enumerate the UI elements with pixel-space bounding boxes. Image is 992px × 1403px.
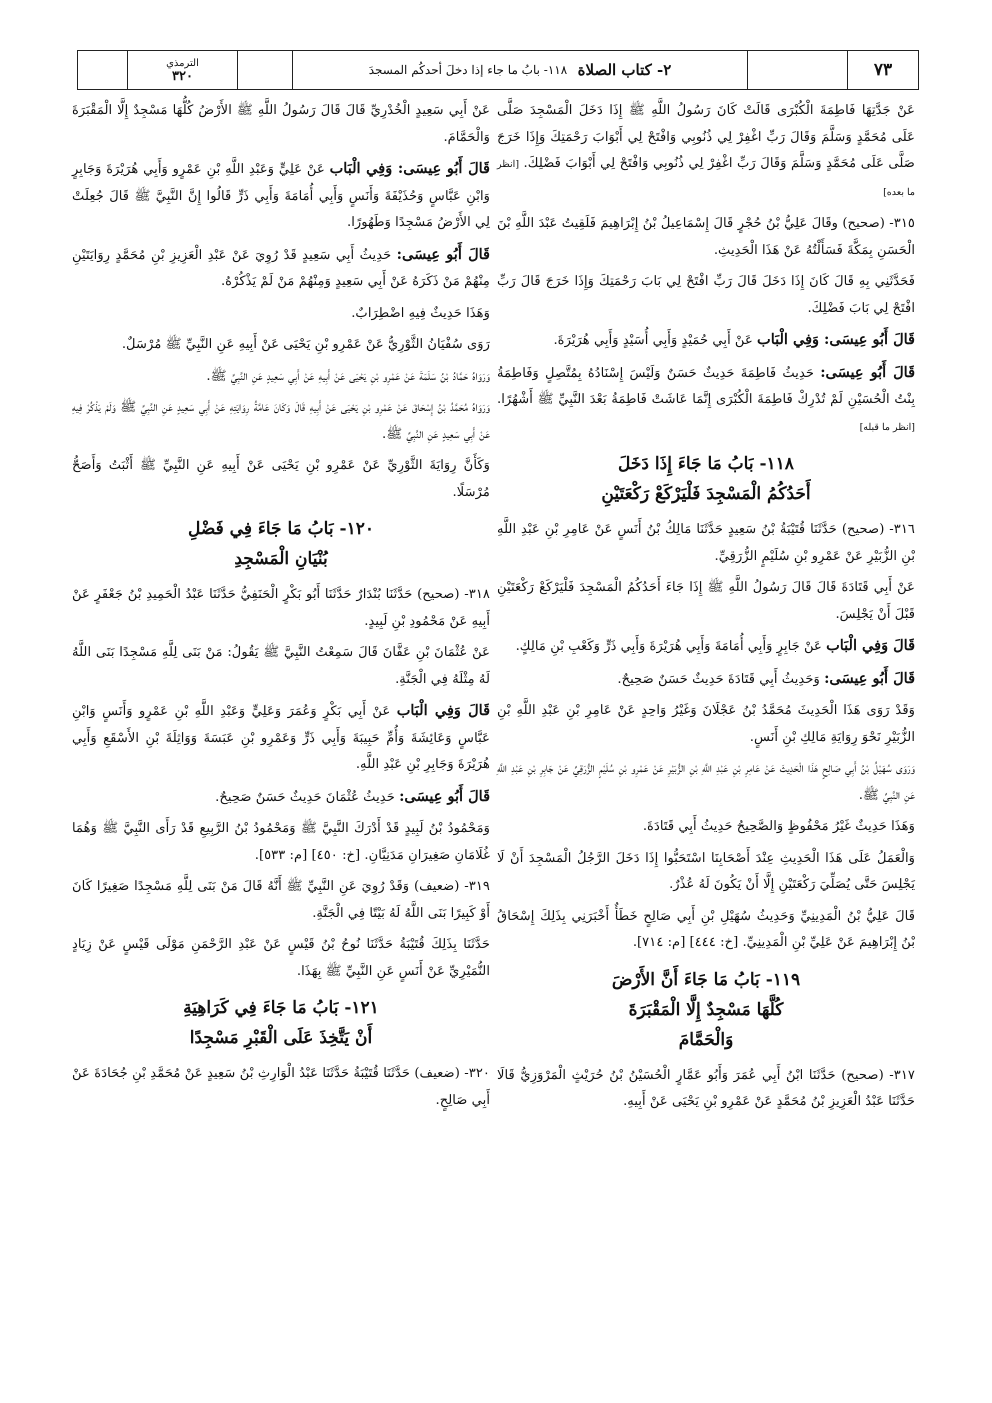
right-column (497, 98, 915, 1121)
header-collection (128, 51, 238, 89)
paragraph: قَالَ وَفِي الْبَاب عَنْ جَابِرٍ وَأَبِي أُمَامَةَ وَأَبِي هُرَيْرَةَ وَأَبِي ذَرٍّ وَكَعْبِ بْنِ مَالِكٍ. (515, 637, 915, 654)
paragraph: عَنْ عُثْمَانَ بْنِ عَفَّانَ قَالَ سَمِعْتُ النَّبِيَّ ﷺ يَقُولُ: مَنْ بَنَى لِلَّهِ مَسْجِدًا بَنَى اللَّهُ لَهُ مِثْلَهُ فِي الْجَنَّةِ. (72, 645, 490, 687)
cross-reference: [انظر ما بعده] (497, 159, 915, 198)
paragraph: فَحَدَّثَنِي بِهِ قَالَ كَانَ إِذَا دَخَلَ قَالَ رَبِّ افْتَحْ لِي بَابَ رَحْمَتِكَ وَإِذَا خَرَجَ قَالَ رَبِّ افْتَحْ لِي بَابَ فَضْلِكَ. (497, 274, 915, 316)
collection-name: الترمذي (166, 58, 199, 69)
header-cell-empty (748, 51, 848, 89)
paragraph: قَالَ أَبُو عِيسَى: وَفِي الْبَاب عَنْ عَلِيٍّ وَعَبْدِ اللَّهِ بْنِ عَمْرٍو وَأَبِي هُرَيْرَةَ وَجَابِرٍ وَابْنِ عَبَّاسٍ وَحُذَيْفَةَ وَأَنَسٍ وَأَبِي أُمَامَةَ وَأَبِي ذَرٍّ قَالُوا إِنَّ النَّبِيَّ ﷺ قَالَ جُعِلَتْ لِي الأَرْضُ مَسْجِدًا وَطَهُورًا. (72, 160, 490, 230)
chapter-heading-121: ١٢١- بَابُ مَا جَاءَ فِي كَرَاهِيَةِ أَنْ يَتَّخِذَ عَلَى الْقَبْرِ مَسْجِدًا (183, 998, 379, 1048)
abu-isa-lead: قَالَ وَفِي الْبَاب (826, 637, 915, 654)
paragraph: عَنْ أَبِي سَعِيدٍ الْخُدْرِيِّ قَالَ قَالَ رَسُولُ اللَّهِ ﷺ الأَرْضُ كُلُّهَا مَسْجِدٌ إِلَّا الْمَقْبَرَةَ وَالْحَمَّامَ. (72, 103, 490, 145)
collection-number: ٣٢٠ (172, 69, 193, 84)
header-cell-empty (238, 51, 293, 89)
paragraph: قَالَ وَفِي الْبَاب عَنْ أَبِي بَكْرٍ وَعُمَرَ وَعَلِيٍّ وَعَبْدِ اللَّهِ بْنِ عَمْرٍو وَأَنَسٍ وَابْنِ عَبَّاسٍ وَعَائِشَةَ وَأُمِّ حَبِيبَةَ وَأَبِي ذَرٍّ وَعَمْرِو بْنِ عَبَسَةَ وَوَاثِلَةَ بْنِ الأَسْقَعِ وَأَبِي هُرَيْرَةَ وَجَابِرِ بْنِ عَبْدِ اللَّهِ. (72, 702, 490, 772)
hadith-317: ٣١٧- (صحيح) حَدَّثَنَا ابْنُ أَبِي عُمَرَ وَأَبُو عَمَّارٍ الْحُسَيْنُ بْنُ حُرَيْثٍ الْمَرْوَزِيُّ قَالَا حَدَّثَنَا عَبْدُ الْعَزِيزِ بْنُ مُحَمَّدٍ عَنْ عَمْرِو بْنِ يَحْيَى عَنْ أَبِيهِ. (497, 1067, 915, 1109)
abu-isa-lead: قَالَ أَبُو عِيسَى: (824, 669, 915, 687)
paragraph: قَالَ أَبُو عِيسَى: وَفِي الْبَاب عَنْ أَبِي حُمَيْدٍ وَأَبِي أُسَيْدٍ وَأَبِي هُرَيْرَةَ. (553, 331, 915, 348)
paragraph: وَرَوَاهُ حَمَّادُ بْنُ سَلَمَةَ عَنْ عَمْرِو بْنِ يَحْيَى عَنْ أَبِيهِ عَنْ أَبِي سَعِيدٍ عَنِ النَّبِيِّ ﷺ. (206, 368, 490, 384)
chapter-running-title: ١١٨- بابُ ما جاء إذا دخلَ أحدكُم المسجدَ (368, 63, 568, 77)
paragraph: قَالَ عَلِيُّ بْنُ الْمَدِينِيِّ وَحَدِيثُ سُهَيْلِ بْنِ أَبِي صَالِحٍ خَطَأٌ أَخْبَرَنِي بِذَلِكَ إِسْحَاقُ بْنُ إِبْرَاهِيمَ عَنْ عَلِيِّ بْنِ الْمَدِينِيِّ. [خ: ٤٤٤] [م: ٧١٤]. (497, 908, 915, 950)
paragraph: حَدَّثَنَا بِذَلِكَ قُتَيْبَةُ حَدَّثَنَا نُوحُ بْنُ قَيْسٍ عَنْ عَبْدِ الرَّحْمَنِ مَوْلَى قَيْسٍ عَنْ زِيَادٍ النُّمَيْرِيِّ عَنْ أَنَسٍ عَنِ النَّبِيِّ ﷺ بِهَذَا. (72, 937, 490, 979)
book-title: ٢- كتاب الصلاة (577, 61, 672, 79)
abu-isa-lead: قَالَ أَبُو عِيسَى: وَفِي الْبَاب (757, 331, 915, 348)
chapter-heading-120: ١٢٠- بَابُ مَا جَاءَ فِي فَضْلِ بُنْيَانِ الْمَسْجِدِ (188, 519, 374, 569)
paragraph: قَالَ أَبُو عِيسَى: حَدِيثُ عُثْمَانَ حَدِيثٌ حَسَنٌ صَحِيحٌ. (215, 787, 490, 805)
paragraph: قَالَ أَبُو عِيسَى: حَدِيثُ فَاطِمَةَ حَدِيثٌ حَسَنٌ وَلَيْسَ إِسْنَادُهُ بِمُتَّصِلٍ وَفَاطِمَةُ بِنْتُ الْحُسَيْنِ لَمْ تُدْرِكْ فَاطِمَةَ الْكُبْرَى إِنَّمَا عَاشَتْ فَاطِمَةُ بَعْدَ النَّبِيِّ ﷺ أَشْهُرًا. [انظر ما قبله] (497, 363, 916, 433)
header-title (293, 51, 748, 89)
cross-reference: [انظر ما قبله] (859, 421, 915, 433)
paragraph: وَالْعَمَلُ عَلَى هَذَا الْحَدِيثِ عِنْدَ أَصْحَابِنَا اسْتَحَبُّوا إِذَا دَخَلَ الرَّجُلُ الْمَسْجِدَ أَنْ لَا يَجْلِسَ حَتَّى يُصَلِّيَ رَكْعَتَيْنِ إِلَّا أَنْ يَكُونَ لَهُ عُذْرٌ. (497, 850, 915, 892)
paragraph: وَقَدْ رَوَى هَذَا الْحَدِيثَ مُحَمَّدُ بْنُ عَجْلَانَ وَغَيْرُ وَاحِدٍ عَنْ عَامِرِ بْنِ عَبْدِ اللَّهِ بْنِ الزُّبَيْرِ نَحْوَ رِوَايَةِ مَالِكِ بْنِ أَنَسٍ. (497, 703, 915, 745)
paragraph: وَرَوَاهُ مُحَمَّدُ بْنُ إِسْحَاقَ عَنْ عَمْرِو بْنِ يَحْيَى عَنْ أَبِيهِ قَالَ وَكَانَ عَامَّةُ رِوَايَتِهِ عَنْ أَبِي سَعِيدٍ عَنِ النَّبِيِّ ﷺ وَلَمْ يَذْكُرْ فِيهِ عَنْ أَبِي سَعِيدٍ عَنِ النَّبِيِّ ﷺ. (72, 400, 490, 442)
abu-isa-lead: قَالَ أَبُو عِيسَى: وَفِي الْبَاب (329, 160, 490, 177)
paragraph: وَكَأَنَّ رِوَايَةَ الثَّوْرِيِّ عَنْ عَمْرِو بْنِ يَحْيَى عَنْ أَبِيهِ عَنِ النَّبِيِّ ﷺ أَثْبَتُ وَأَصَحُّ مُرْسَلًا. (72, 458, 490, 500)
chapter-heading-119: ١١٩- بَابُ مَا جَاءَ أَنَّ الأَرْضَ كُلَّهَا مَسْجِدٌ إِلَّا الْمَقْبَرَةَ وَالْحَمَّامَ (611, 969, 801, 1050)
hadith-318: ٣١٨- (صحيح) حَدَّثَنَا بُنْدَارٌ حَدَّثَنَا أَبُو بَكْرٍ الْحَنَفِيُّ حَدَّثَنَا عَبْدُ الْحَمِيدِ بْنُ جَعْفَرٍ عَنْ أَبِيهِ عَنْ مَحْمُودِ بْنِ لَبِيدٍ. (72, 587, 490, 629)
paragraph: وَرَوَى سُهَيْلُ بْنُ أَبِي صَالِحٍ هَذَا الْحَدِيثَ عَنْ عَامِرِ بْنِ عَبْدِ اللَّهِ بْنِ الزُّبَيْرِ عَنْ عَمْرِو بْنِ سُلَيْمٍ الزُّرَقِيِّ عَنْ جَابِرِ بْنِ عَبْدِ اللَّهِ عَنِ النَّبِيِّ ﷺ. (497, 761, 915, 803)
paragraph: وَهَذَا حَدِيثٌ غَيْرُ مَحْفُوظٍ وَالصَّحِيحُ حَدِيثُ أَبِي قَتَادَةَ. (642, 819, 915, 834)
paragraph: قَالَ أَبُو عِيسَى: وَحَدِيثُ أَبِي قَتَادَةَ حَدِيثٌ حَسَنٌ صَحِيحٌ. (617, 669, 915, 687)
paragraph: عَنْ أَبِي قَتَادَةَ قَالَ قَالَ رَسُولُ اللَّهِ ﷺ إِذَا جَاءَ أَحَدُكُمُ الْمَسْجِدَ فَلْيَرْكَعْ رَكْعَتَيْنِ قَبْلَ أَنْ يَجْلِسَ. (497, 580, 915, 622)
paragraph: عَنْ جَدَّتِهَا فَاطِمَةَ الْكُبْرَى قَالَتْ كَانَ رَسُولُ اللَّهِ ﷺ إِذَا دَخَلَ الْمَسْجِدَ صَلَّى عَلَى مُحَمَّدٍ وَسَلَّمَ وَقَالَ رَبِّ اغْفِرْ لِي ذُنُوبِي وَافْتَحْ لِي أَبْوَابَ رَحْمَتِكَ وَإِذَا خَرَجَ صَلَّى عَلَى مُحَمَّدٍ وَسَلَّمَ وَقَالَ رَبِّ اغْفِرْ لِي ذُنُوبِي وَافْتَحْ لِي أَبْوَابَ فَضْلِكَ. [انظر ما بعده] (497, 103, 915, 198)
abu-isa-lead: قَالَ أَبُو عِيسَى: (396, 245, 490, 263)
hadith-320: ٣٢٠- (ضعيف) حَدَّثَنَا قُتَيْبَةُ حَدَّثَنَا عَبْدُ الْوَارِثِ بْنُ سَعِيدٍ عَنْ مُحَمَّدِ بْنِ جُحَادَةَ عَنْ أَبِي صَالِحٍ. (72, 1066, 490, 1108)
paragraph: قَالَ أَبُو عِيسَى: حَدِيثُ أَبِي سَعِيدٍ قَدْ رُوِيَ عَنْ عَبْدِ الْعَزِيزِ بْنِ مُحَمَّدٍ رِوَايَتَيْنِ مِنْهُمْ مَنْ ذَكَرَهُ عَنْ أَبِي سَعِيدٍ وَمِنْهُمْ مَنْ لَمْ يَذْكُرْهُ. (72, 245, 490, 289)
hadith-319: ٣١٩- (ضعيف) وَقَدْ رُوِيَ عَنِ النَّبِيِّ ﷺ أَنَّهُ قَالَ مَنْ بَنَى لِلَّهِ مَسْجِدًا صَغِيرًا كَانَ أَوْ كَبِيرًا بَنَى اللَّهُ لَهُ بَيْتًا فِي الْجَنَّةِ. (72, 879, 490, 921)
paragraph: وَهَذَا حَدِيثٌ فِيهِ اضْطِرَابٌ. (351, 305, 490, 321)
abu-isa-lead: قَالَ أَبُو عِيسَى: (399, 787, 490, 805)
paragraph: رَوَى سُفْيَانُ الثَّوْرِيُّ عَنْ عَمْرِو بْنِ يَحْيَى عَنْ أَبِيهِ عَنِ النَّبِيِّ ﷺ مُرْسَلٌ. (121, 337, 490, 352)
chapter-heading-118: ١١٨- بَابُ مَا جَاءَ إِذَا دَخَلَ أَحَدُكُمُ الْمَسْجِدَ فَلْيَرْكَعْ رَكْعَتَيْنِ (601, 454, 811, 504)
header-cell-empty (78, 51, 128, 89)
page-header (77, 50, 919, 90)
paragraph: وَمَحْمُودُ بْنُ لَبِيدٍ قَدْ أَدْرَكَ النَّبِيَّ ﷺ وَمَحْمُودُ بْنُ الرَّبِيعِ قَدْ رَأَى النَّبِيَّ ﷺ وَهُمَا غُلَامَانِ صَغِيرَانِ مَدَنِيَّانِ. [خ: ٤٥٠] [م: ٥٣٣]. (72, 821, 490, 863)
abu-isa-lead: قَالَ أَبُو عِيسَى: (820, 363, 916, 381)
abu-isa-lead: قَالَ وَفِي الْبَاب (396, 702, 490, 719)
left-column (72, 98, 490, 1119)
hadith-315: ٣١٥- (صحيح) وقَالَ عَلِيُّ بْنُ حُجْرٍ قَالَ إِسْمَاعِيلُ بْنُ إِبْرَاهِيمَ فَلَقِيتُ عَبْدَ اللَّهِ بْنَ الْحَسَنِ بِمَكَّةَ فَسَأَلْتُهُ عَنْ هَذَا الْحَدِيثِ. (497, 216, 915, 258)
hadith-316: ٣١٦- (صحيح) حَدَّثَنَا قُتَيْبَةُ بْنُ سَعِيدٍ حَدَّثَنَا مَالِكُ بْنُ أَنَسٍ عَنْ عَامِرِ بْنِ عَبْدِ اللَّهِ بْنِ الزُّبَيْرِ عَنْ عَمْرِو بْنِ سُلَيْمٍ الزُّرَقِيِّ. (497, 522, 915, 564)
page-number: ٧٣ (873, 60, 893, 80)
